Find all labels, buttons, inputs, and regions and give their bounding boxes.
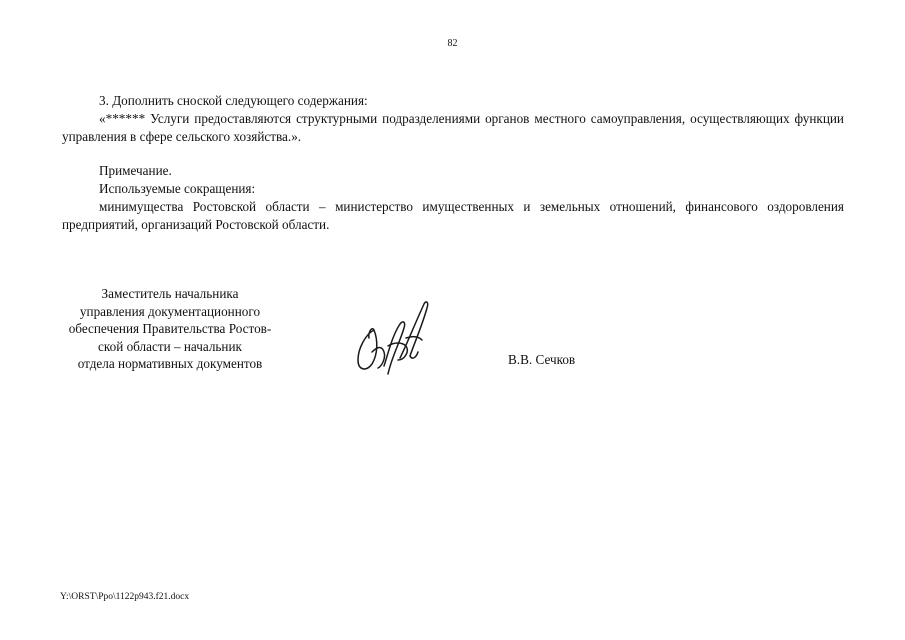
handwritten-signature (348, 296, 434, 382)
note-block (62, 162, 844, 234)
file-path: Y:\ORST\Ppo\1122p943.f21.docx (60, 592, 190, 602)
signatory-title (50, 285, 290, 373)
note-heading: Примечание. (99, 163, 172, 178)
abbreviations-heading: Используемые сокращения: (99, 181, 256, 196)
page-number: 82 (447, 38, 458, 49)
amendment-instruction: 3. Дополнить сноской следующего содержания: (99, 93, 368, 108)
signatory-title-line: обеспечения Правительства Ростов- (68, 321, 272, 336)
signatory-title-line: управления документационного (79, 303, 261, 319)
signatory-title-line: Заместитель начальника (101, 286, 239, 301)
abbreviation-definition: минимущества Ростовской области – министерство имущественных и земельных отношений, финансового оздоровления предприятий, организаций Ростовской области. (62, 199, 844, 232)
amendment-block (62, 92, 844, 146)
signatory-title-line: ской области – начальник (98, 338, 242, 354)
signatory-title-line: отдела нормативных документов (77, 356, 263, 371)
signer-name: В.В. Сечков (508, 352, 576, 367)
footnote-text: «****** Услуги предоставляются структурными подразделениями органов местного самоуправления, осуществляющих функции управления в сфере сельского хозяйства.». (62, 111, 844, 144)
